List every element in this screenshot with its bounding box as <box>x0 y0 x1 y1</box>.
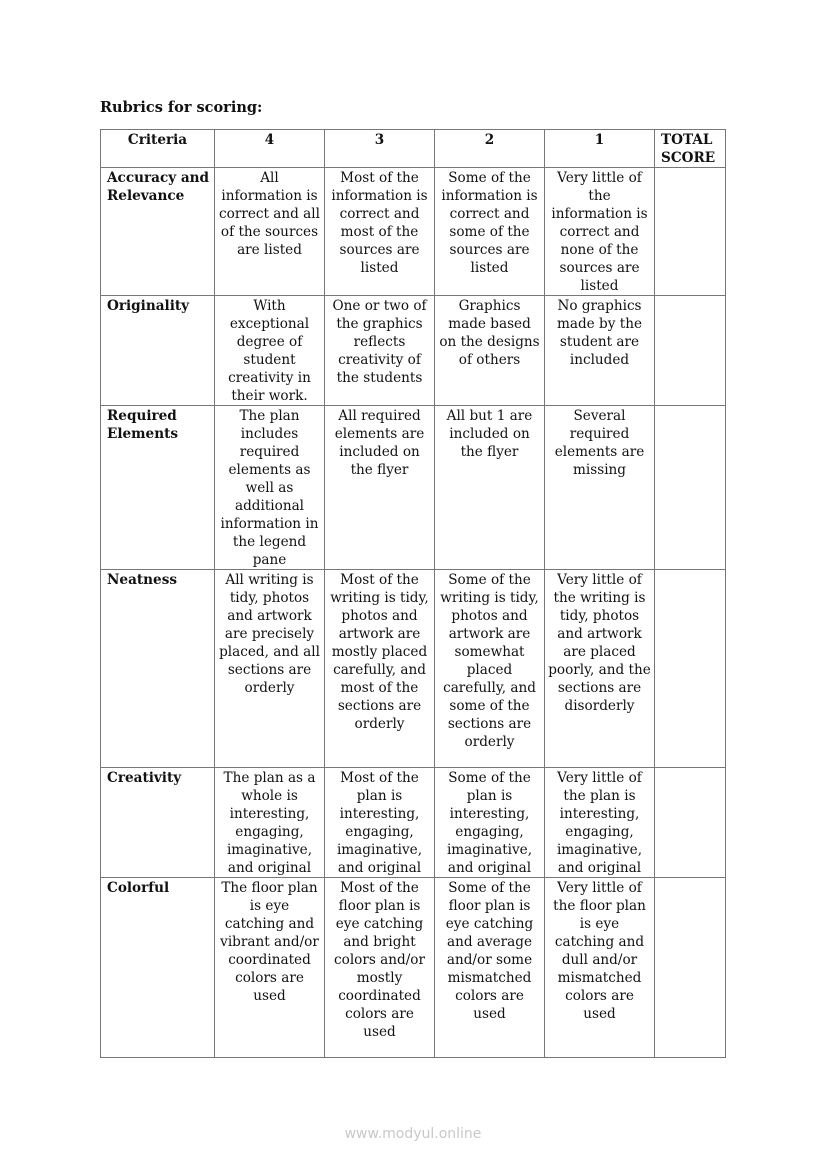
criteria-cell: Creativity <box>101 768 215 878</box>
table-row <box>101 878 726 1058</box>
score-4-cell: All information is correct and all of the sources are listed <box>215 168 325 296</box>
score-4-cell: With exceptional degree of student creativity in their work. <box>215 296 325 406</box>
score-4-cell: All writing is tidy, photos and artwork are precisely placed, and all sections are orderly <box>215 570 325 768</box>
score-3-cell: All required elements are included on the flyer <box>325 406 435 570</box>
header-total-score: TOTAL SCORE <box>655 130 726 168</box>
total-score-cell[interactable] <box>655 878 726 1058</box>
score-2-cell: Some of the information is correct and some of the sources are listed <box>435 168 545 296</box>
table-row <box>101 768 726 878</box>
rubric-table <box>100 129 726 1058</box>
total-score-cell[interactable] <box>655 768 726 878</box>
total-score-cell[interactable] <box>655 168 726 296</box>
score-4-cell: The floor plan is eye catching and vibrant and/or coordinated colors are used <box>215 878 325 1058</box>
score-4-cell: The plan includes required elements as well as additional information in the legend pane <box>215 406 325 570</box>
header-row <box>101 130 726 168</box>
criteria-cell: Accuracy and Relevance <box>101 168 215 296</box>
watermark: www.modyul.online <box>344 1126 482 1142</box>
table-row <box>101 406 726 570</box>
score-3-cell: Most of the writing is tidy, photos and artwork are mostly placed carefully, and most of the sections are orderly <box>325 570 435 768</box>
score-2-cell: All but 1 are included on the flyer <box>435 406 545 570</box>
score-4-cell: The plan as a whole is interesting, engaging, imaginative, and original <box>215 768 325 878</box>
score-1-cell: Several required elements are missing <box>545 406 655 570</box>
score-2-cell: Some of the plan is interesting, engaging, imaginative, and original <box>435 768 545 878</box>
total-score-cell[interactable] <box>655 570 726 768</box>
score-1-cell: No graphics made by the student are included <box>545 296 655 406</box>
header-criteria: Criteria <box>101 130 215 168</box>
table-row <box>101 296 726 406</box>
score-3-cell: Most of the plan is interesting, engaging, imaginative, and original <box>325 768 435 878</box>
header-score-4: 4 <box>215 130 325 168</box>
table-row <box>101 570 726 768</box>
score-2-cell: Some of the writing is tidy, photos and artwork are somewhat placed carefully, and some of the sections are orderly <box>435 570 545 768</box>
criteria-cell: Required Elements <box>101 406 215 570</box>
score-2-cell: Graphics made based on the designs of others <box>435 296 545 406</box>
score-1-cell: Very little of the information is correct and none of the sources are listed <box>545 168 655 296</box>
table-row <box>101 168 726 296</box>
header-score-2: 2 <box>435 130 545 168</box>
score-1-cell: Very little of the floor plan is eye catching and dull and/or mismatched colors are used <box>545 878 655 1058</box>
score-2-cell: Some of the floor plan is eye catching and average and/or some mismatched colors are used <box>435 878 545 1058</box>
score-1-cell: Very little of the writing is tidy, photos and artwork are placed poorly, and the sections are disorderly <box>545 570 655 768</box>
total-score-cell[interactable] <box>655 406 726 570</box>
criteria-cell: Neatness <box>101 570 215 768</box>
criteria-cell: Originality <box>101 296 215 406</box>
score-3-cell: Most of the information is correct and most of the sources are listed <box>325 168 435 296</box>
header-score-3: 3 <box>325 130 435 168</box>
criteria-cell: Colorful <box>101 878 215 1058</box>
score-3-cell: Most of the floor plan is eye catching and bright colors and/or mostly coordinated colors are used <box>325 878 435 1058</box>
score-3-cell: One or two of the graphics reflects creativity of the students <box>325 296 435 406</box>
score-1-cell: Very little of the plan is interesting, engaging, imaginative, and original <box>545 768 655 878</box>
header-score-1: 1 <box>545 130 655 168</box>
page-title: Rubrics for scoring: <box>100 99 263 116</box>
total-score-cell[interactable] <box>655 296 726 406</box>
